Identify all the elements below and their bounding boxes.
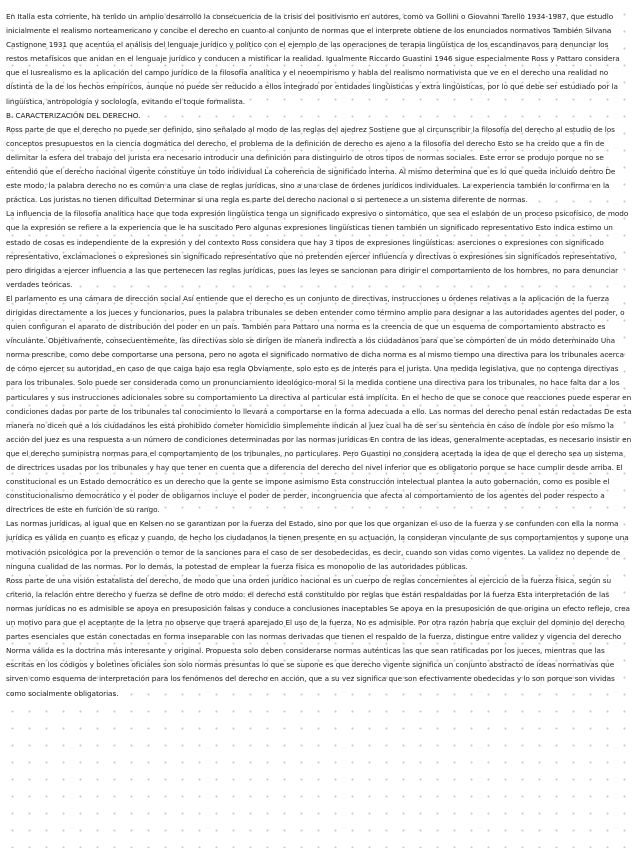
paragraph-parliament: El parlamento es una cámara de dirección social Así entiende que el derecho es un conjunto de directivas, instrucciones u órdenes relativas a la aplicación de la fuerza dirigidas directamente a los jueces y funcionarios, pues la palabra tribunales se deben entender como término amplio para designar a las autoridades agentes del poder, o quien configuran el aparato de distribución del poder en un país. También para Pattaro una norma es la creencia de que un esquema de comportamiento abstracto es vinculante. Objetivamente, consecuentemente, las directivas solo se dirigen de manera indirecta a los ciudadanos para que se comporten de un modo determinado Una norma prescribe, como debe comportarse una persona, pero no agota el significado normativo de dicha norma es al mismo tiempo una directiva para los tribunales acerca de cómo ejercer su autoridad, en caso de que caiga bajo esa regla Obviamente, solo esto es de interés para el jurista. Una medida legislativa, que no contenga directivas para los tribunales. Solo puede ser considerada como un pronunciamiento ideológico-moral Si la medida contiene una directiva para los tribunales, no hace falta dar a los particulares y sus instrucciones adicionales sobre su comportamiento La directiva al particular está implícita. En el hecho de que se conoce que reacciones puede esperar en condiciones dadas por parte de los tribunales tal conocimiento lo llevará a comportarse en la forma adecuada a ello. Las normas del derecho penal están redactadas De esta manera no dicen que a los ciudadanos les está prohibido cometer homicidio simplemente indican al juez cual ha de ser su sentencia en caso de índole por eso mismo la acción del juez es una respuesta a un número de condiciones determinadas por las normas jurídicas En contra de las ideas, generalmente aceptadas, es necesario insistir en que el derecho suministra normas para el comportamiento de los tribunales, no particulares. Pero Guastini no considera acertada la idea de que el derecho sea un sistema de directrices usadas por los tribunales y hay que tener en cuenta que a diferencia del derecho del nivel inferior que es obligatorio porque se hace cumplir desde arriba. El constitucional es un Estado democrático es un derecho que la gente se impone asimismo Esta construcción intelectual plantea la auto gobernación, como es posible el constitucionalismo democrático y el poder de obligarnos incluye el poder de perder, incongruencia que afecta al comportamiento de los agentes del poder respecto a directrices de este en función de su rango. <box>6 293 632 515</box>
section-heading: B. CARACTERIZACIÓN DEL DERECHO. <box>6 110 141 120</box>
paragraph-analytic-philosophy: La influencia de la filosofía analítica hace que toda expresión lingüística tenga un significado expresivo o sintomático, que sea el eslabón de un proceso psicofísico, de modo que la expresión se refiere a la experiencia que le ha suscitado Pero algunas expresiones lingüísticas tienen también un significado representativo Esto indica estimo un estado de cosas es independiente de la expresión y del contexto Ross considera que hay 3 tipos de expresiones lingüísticas: aserciones o expresiones con significado representativo, exclamaciones o expresiones sin significado representativo que no pretenden ejercer influencia y directivas o expresiones sin significados representativo, pero dirigidas a ejercer influencia a las que pertenecen las reglas jurídicas, pues las leyes se sancionan para dirigir el comportamiento de los hombres, no para denunciar verdades teóricas. <box>6 209 629 289</box>
paragraph-statist-vision: Ross parte de una visión estatalista del derecho, de modo que una orden jurídico nacional es un cuerpo de reglas concernientes al ejercicio de la fuerza física, según su criterio, la relación entre derecho y fuerza se define de otro modo: el derecho está constituido por reglas que están respaldadas por la fuerza Esta interpretación de las normas jurídicas no es admisible se apoya en presuposición falsas y conduce a conclusiones inaceptables Se apoya en la presuposición de que origina un efecto reflejo, crea un motivo para que el aceptante de la letra no observe que traerá aparejado El uso de la fuerza. No es admisible. Por otra razón habría que excluir del dominio del derecho partes esenciales que están conectadas en forma inseparable con las normas derivadas que tienen el respaldo de la fuerza, distingue entre validez y vigencia del derecho Norma válida es la doctrina más interesante y original. Propuesta solo deben considerarse normas auténticas las que sean ratificadas por los jueces, mientras que las escritas en los códigos y boletines oficiales son solo normas presuntas lo que se supone es que derecho vigente significa un conjunto abstracto de ideas normativas que sirven como esquema de interpretación para los fenómenos del derecho en acción, que a su vez significa que son efectivamente obedecidas y lo son porque son vividas como socialmente obligatorias. <box>6 575 630 698</box>
paragraph-definition: Ross parte de que el derecho no puede ser definido, sino señalado al modo de las reglas del ajedrez Sostiene que al circunscribir la filosofía del derecho al estudio de los conceptos presupuestos en la ciencia dogmática del derecho, el problema de la definición de derecho es ajeno a la filosofía del derecho Esto se ha creído que a fin de delimitar la esfera del trabajo del jurista era necesario introducir una definición para distinguirlo de otros tipos de normas sociales. Este error se produjo porque no se entendió que el derecho nacional vigente constituye un todo individual La coherencia de significado interna. Al mismo determina que es lo que queda incluido dentro De este modo, la palabra derecho no es común a una clase de reglas jurídicas, sino a una clase de órdenes jurídicos individuales. La experiencia también lo confirma en la práctica. Los juristas no tienen dificultad Determinar si una regla es parte del derecho nacional o si pertenece a un sistema diferente de normas. <box>6 124 616 205</box>
document-page <box>6 10 632 840</box>
paragraph-italian-realism: En Italia esta corriente, ha tenido un amplio desarrollo la consecuencia de la crisis del positivismo en autores, como va Gollini o Giovanni Tarello 1934-1987, que estudio inicialmente el realismo norteamericano y concibe el derecho en cuanto al conjunto de normas que el interprete obtiene de los enunciados normativos También Silvana Castignone 1931 que acentúa el análisis del lenguaje jurídico y político con el ejemplo de las operaciones de terapia lingüística de los escandinavos para denunciar los restos metafísicos que anidan en el lenguaje jurídico y conducen a mistificar la realidad. Igualmente Riccardo Guastini 1946 sigue especialmente Ross y Pattaro considera que el Iusrealismo es la aplicación del campo jurídico de la filosofía analítica y el neoempirismo y habla del realismo normativista que ve en el derecho una realidad no distinta de la de los hechos empíricos, aunque no puede ser reducido a ellos integrado por entidades lingüísticas y extra lingüísticas, por lo que debe ser estudiado por la lingüística, antropología y sociología, evitando el toque formalista. <box>6 12 620 106</box>
paragraph-legal-norms: Las normas jurídicas, al igual que en Kelsen no se garantizan por la fuerza del Estado, sino por que los que organizan el uso de la fuerza y se confunden con ella la norma jurídica es válida en cuanto es eficaz y cuando, de hecho los ciudadanos la tienen presente en su actuación, la consideran vinculante de sus comportamientos y supone una motivación psicológica por la prevención o temor de la sanciones para el caso de ser desobedecidas, es decir, cuando son vidas como vigentes. La validez no depende de ninguna cualidad de las normas. Por lo demás, la potestad de emplear la fuerza física es monopolio de las autoridades públicas. <box>6 519 629 571</box>
